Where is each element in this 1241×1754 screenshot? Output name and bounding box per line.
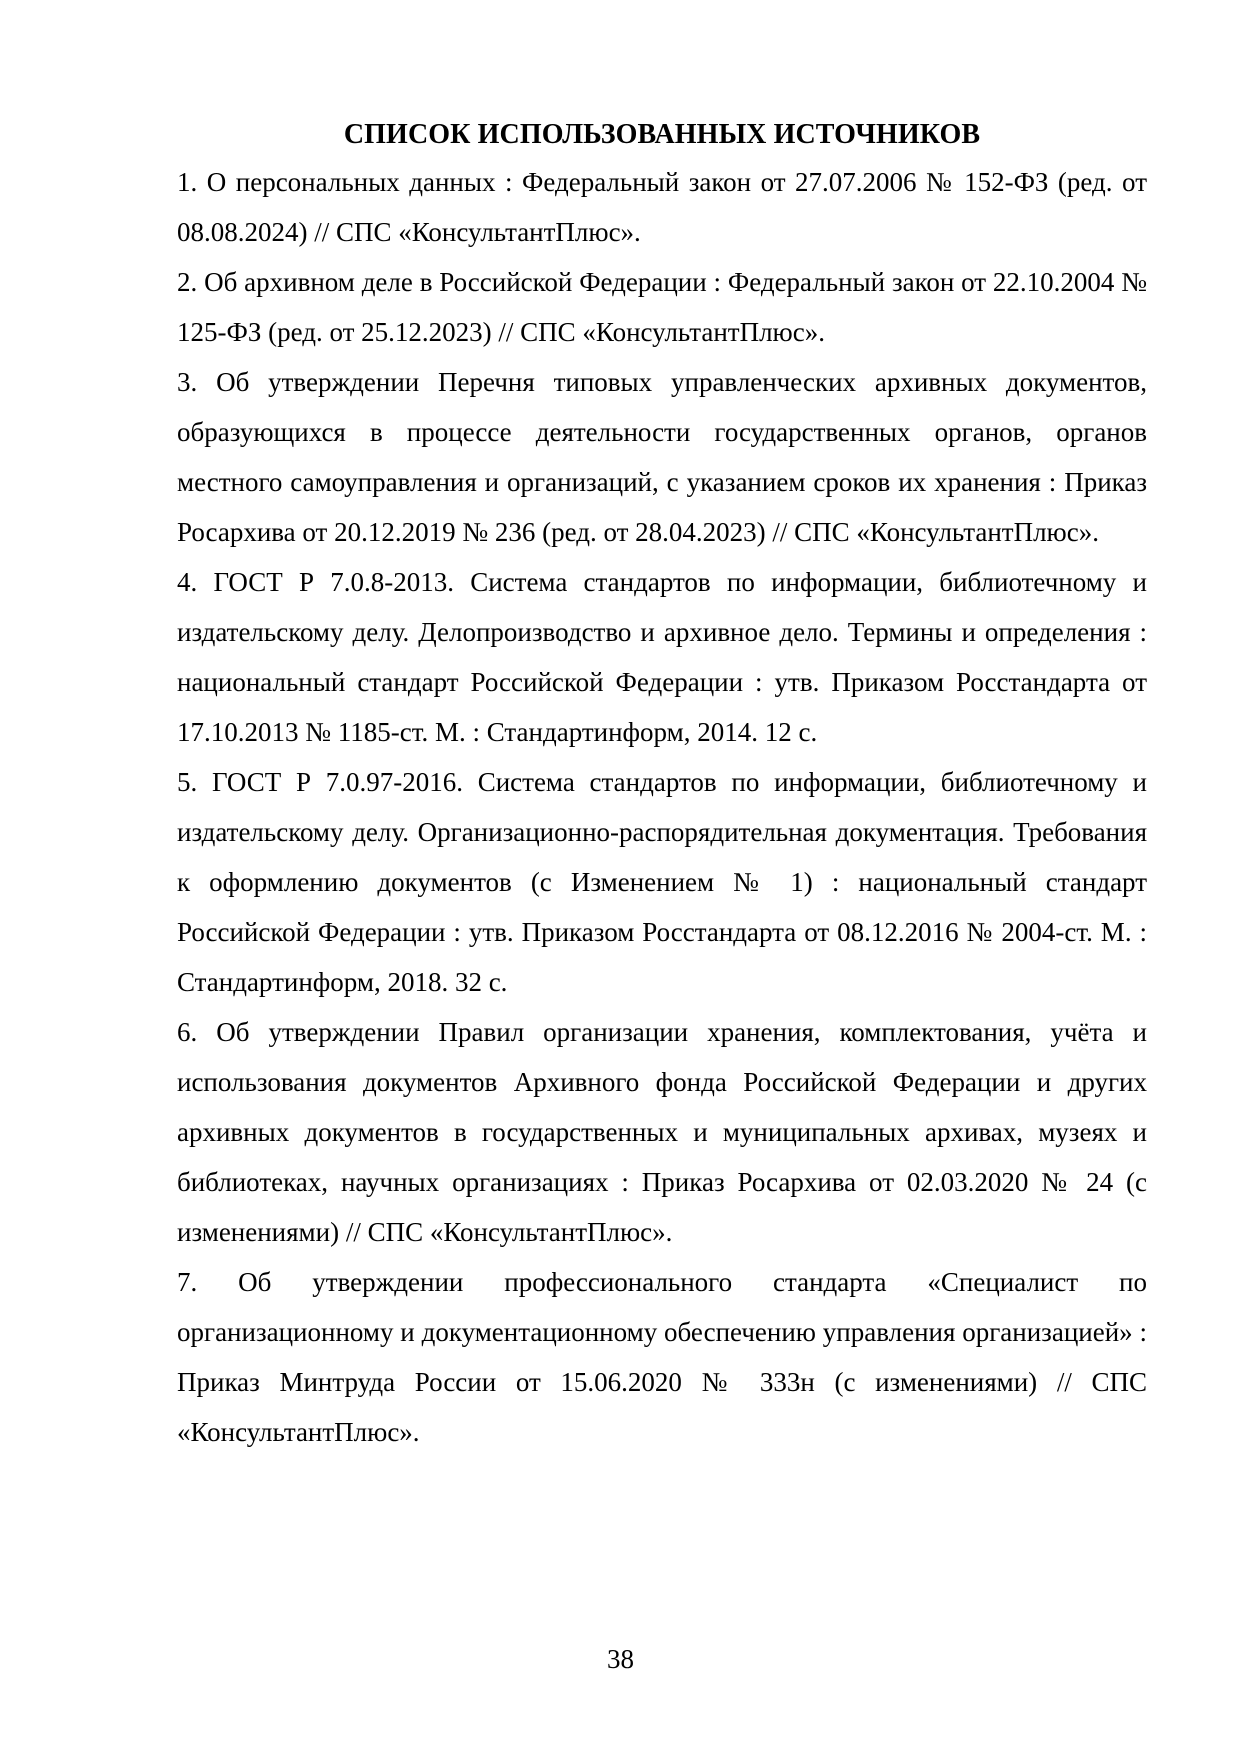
reference-item-4: 4. ГОСТ Р 7.0.8-2013. Система стандартов по информации, библиотечному и издательскому делу. Делопроизводство и архивное дело. Термины и определения : национальный стандарт Российской Федерации : утв. Приказом Росстандарта от 17.10.2013 № 1185-ст. М. : Стандартинформ, 2014. 12 с.: [177, 567, 1147, 747]
reference-item-6: 6. Об утверждении Правил организации хранения, комплектования, учёта и использования документов Архивного фонда Российской Федерации и других архивных документов в государственных и муниципальных архивах, музеях и библиотеках, научных организациях : Приказ Росархива от 02.03.2020 № 24 (с изменениями) // СПС «КонсультантПлюс».: [177, 1017, 1147, 1247]
reference-item-7: 7. Об утверждении профессионального стандарта «Специалист по организационному и документационному обеспечению управления организацией» : Приказ Минтруда России от 15.06.2020 № 333н (с изменениями) // СПС «КонсультантПлюс».: [177, 1267, 1147, 1447]
reference-item-5: 5. ГОСТ Р 7.0.97-2016. Система стандартов по информации, библиотечному и издательскому делу. Организационно-распорядительная документация. Требования к оформлению документов (с Изменением № 1) : национальный стандарт Российской Федерации : утв. Приказом Росстандарта от 08.12.2016 № 2004-ст. М. : Стандартинформ, 2018. 32 с.: [177, 767, 1147, 997]
page-title: СПИСОК ИСПОЛЬЗОВАННЫХ ИСТОЧНИКОВ: [343, 119, 981, 150]
page-content: [177, 114, 1147, 1457]
reference-list: [177, 157, 1147, 1457]
reference-item-2: 2. Об архивном деле в Российской Федерации : Федеральный закон от 22.10.2004 № 125-ФЗ (ред. от 25.12.2023) // СПС «КонсультантПлюс».: [177, 267, 1147, 347]
reference-item-3: 3. Об утверждении Перечня типовых управленческих архивных документов, образующихся в процессе деятельности государственных органов, органов местного самоуправления и организаций, с указанием сроков их хранения : Приказ Росархива от 20.12.2019 № 236 (ред. от 28.04.2023) // СПС «КонсультантПлюс».: [177, 367, 1147, 547]
page-number: 38: [607, 1644, 634, 1674]
reference-item-1: 1. О персональных данных : Федеральный закон от 27.07.2006 № 152-ФЗ (ред. от 08.08.2024) // СПС «КонсультантПлюс».: [177, 167, 1147, 247]
